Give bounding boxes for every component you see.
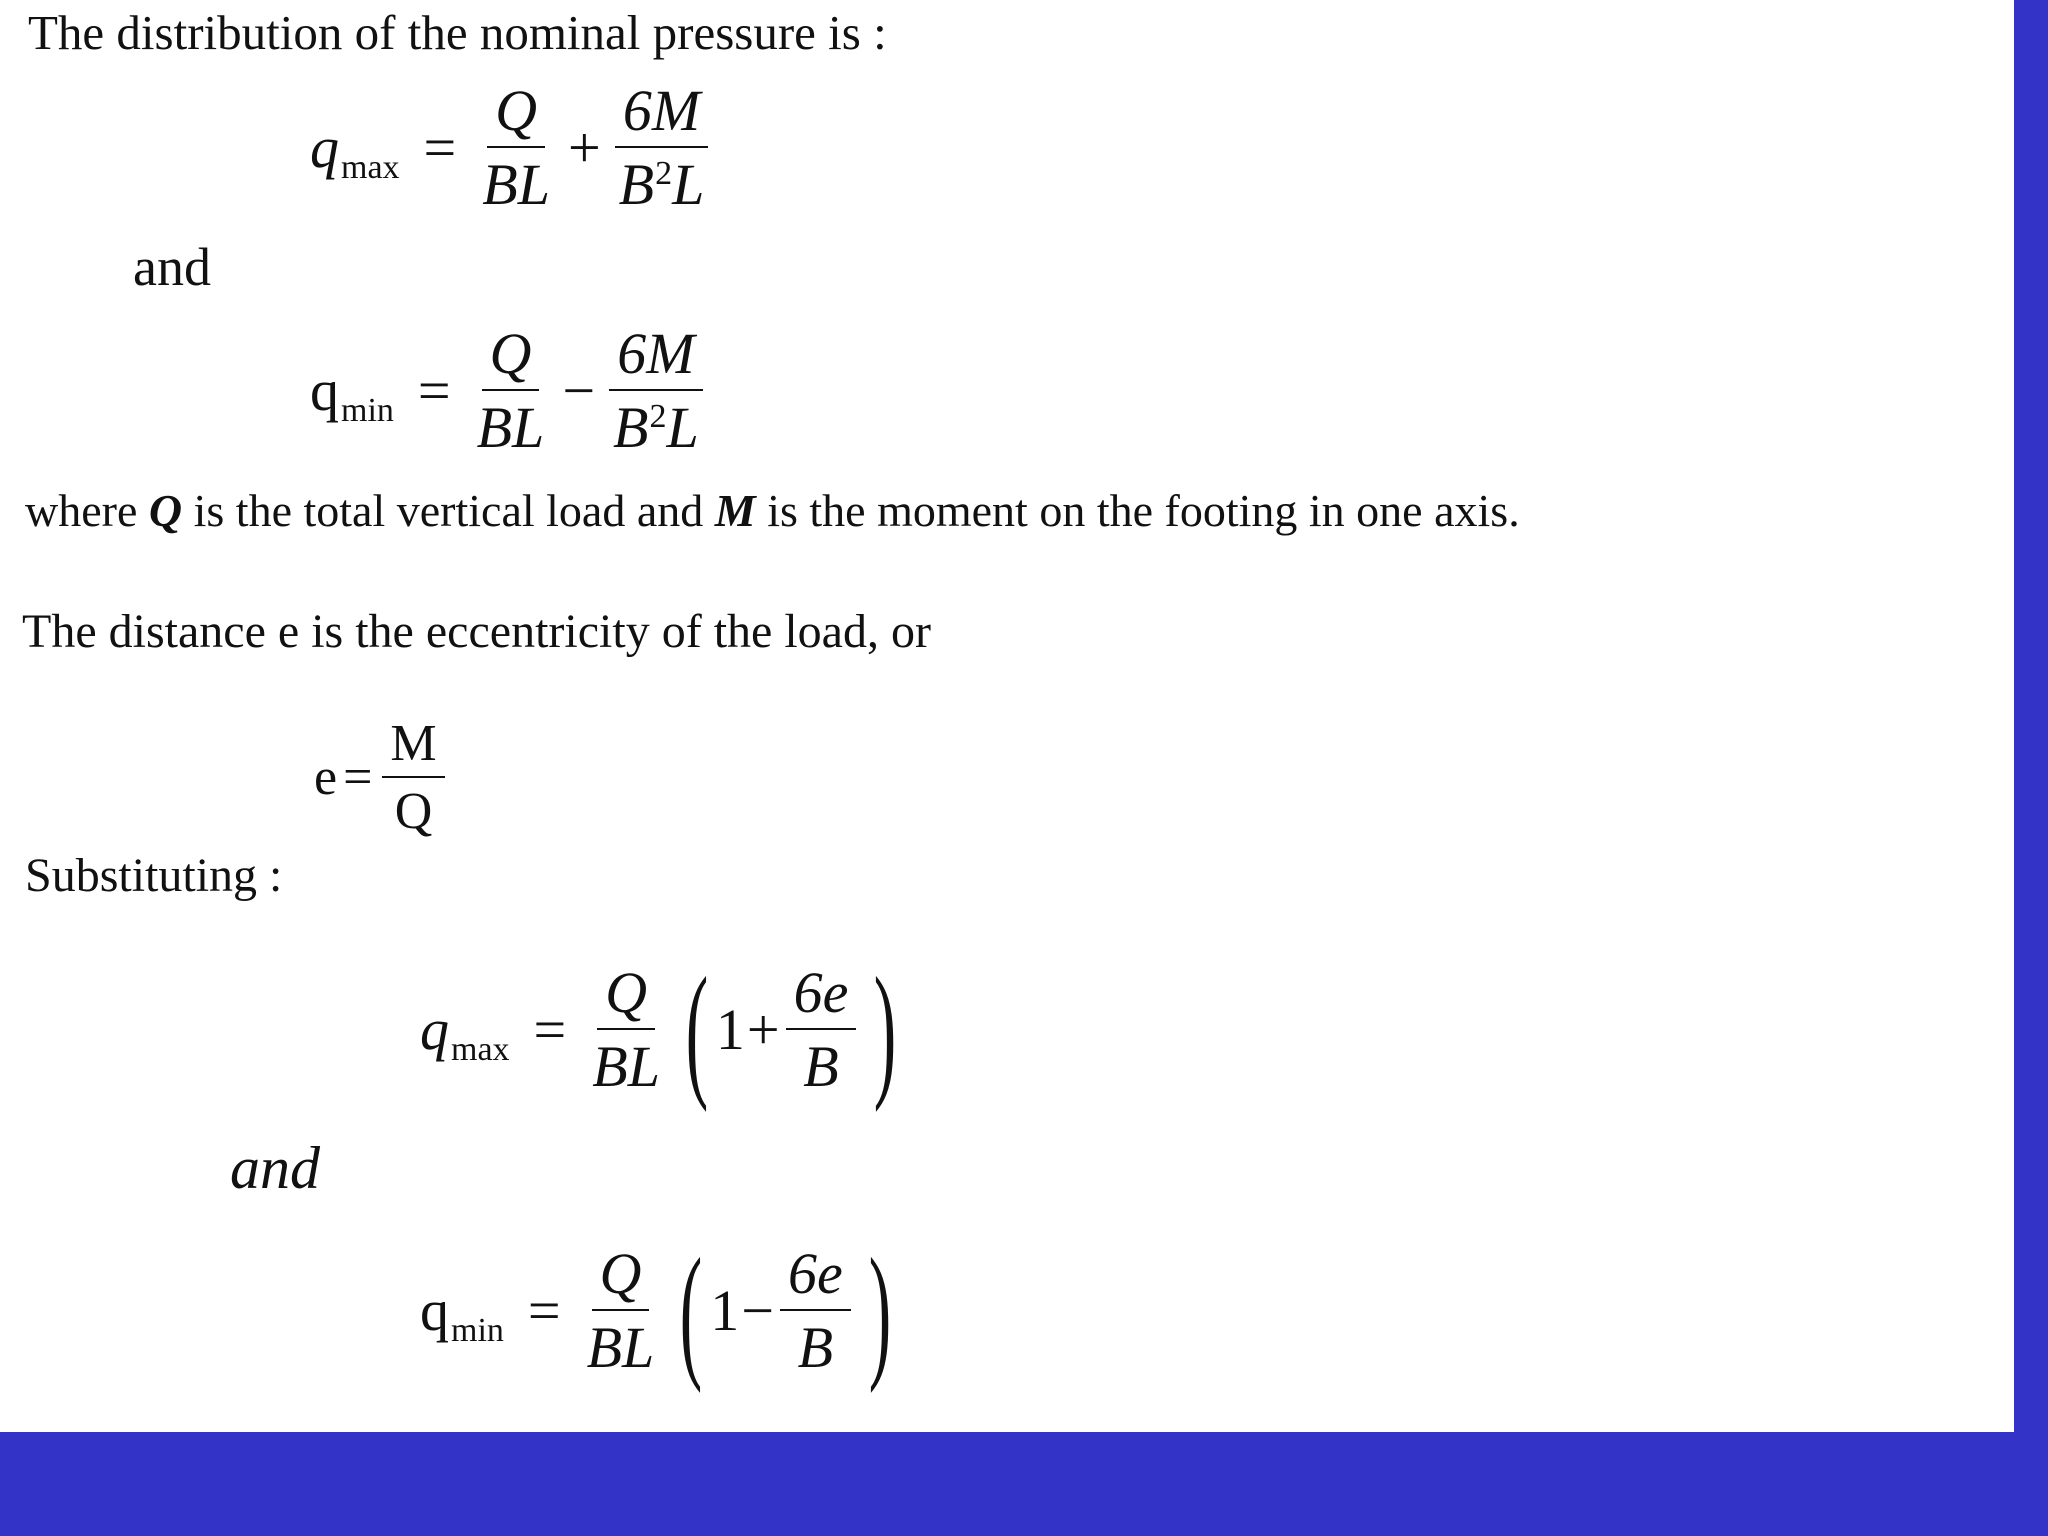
eq5-equals: =: [527, 1278, 561, 1343]
eq4-denominator-1: BL: [592, 1034, 660, 1099]
eq3-numerator: M: [382, 718, 444, 778]
eq2-fraction-1: [469, 321, 553, 460]
where-text: [25, 485, 1520, 536]
eq4-one: 1: [715, 997, 745, 1062]
eq2-den-b: B: [613, 395, 649, 460]
eq1-operator: +: [567, 115, 601, 180]
eq5-fraction-1: [579, 1241, 663, 1380]
eq1-lhs: q: [310, 115, 339, 180]
eq3-lhs: e: [314, 749, 338, 806]
eq5-left-paren: (: [680, 1228, 703, 1394]
eq5-denominator-1: BL: [586, 1315, 655, 1380]
eq4-fraction-2: [786, 960, 857, 1099]
eq5-right-paren: ): [868, 1228, 891, 1394]
eq5-denominator-2: B: [797, 1315, 834, 1380]
eq4-equals: =: [533, 997, 567, 1062]
eq4-fraction-1: [584, 960, 668, 1099]
equation-eccentricity: [314, 715, 449, 840]
eq2-operator: −: [562, 358, 596, 423]
eq4-right-paren: ): [874, 947, 897, 1113]
eq1-denominator-1: BL: [482, 152, 550, 217]
eq2-denominator-2: [605, 391, 707, 460]
eq3-fraction: [382, 715, 444, 840]
eq3-denominator: Q: [394, 783, 433, 840]
and-text-2: and: [230, 1135, 320, 1201]
eq2-equals: =: [417, 358, 451, 423]
intro-text: The distribution of the nominal pressure is :: [28, 5, 887, 60]
and-text-1: and: [133, 237, 211, 297]
where-part-1: where: [25, 485, 149, 536]
eq2-denominator-1: BL: [476, 395, 545, 460]
eq5-fraction-2: [780, 1241, 851, 1380]
eq2-den-sup: 2: [649, 398, 667, 435]
eq5-subscript: min: [451, 1312, 504, 1349]
eq3-equals: =: [343, 749, 373, 806]
eq5-operator: −: [741, 1278, 774, 1343]
eq4-denominator-2: B: [803, 1034, 839, 1099]
eq2-subscript: min: [341, 392, 394, 429]
eq1-den-sup: 2: [655, 155, 673, 192]
eq1-den-b: B: [618, 152, 655, 217]
equation-qmax-moment: [310, 78, 716, 217]
eq2-den-l: L: [666, 395, 699, 460]
eq5-lhs: q: [420, 1278, 449, 1343]
eq2-numerator-1: Q: [482, 325, 540, 391]
eq1-denominator-2: [611, 148, 713, 217]
eq1-den-l: L: [672, 152, 705, 217]
eq4-numerator-1: Q: [597, 964, 655, 1030]
where-part-2: is the total vertical load and: [182, 485, 715, 536]
equation-qmin-eccentricity: [420, 1228, 905, 1394]
eq1-subscript: max: [341, 149, 400, 186]
eq1-numerator-1: Q: [487, 82, 545, 148]
eq4-left-paren: (: [685, 947, 709, 1113]
eq2-fraction-2: [605, 321, 707, 460]
substituting-text: Substituting :: [25, 849, 283, 902]
eq5-numerator-1: Q: [592, 1245, 650, 1311]
eq5-numerator-2: 6e: [780, 1245, 851, 1311]
eq1-fraction-2: [611, 78, 713, 217]
eq4-lhs: q: [420, 997, 449, 1062]
where-part-3: is the moment on the footing in one axis.: [755, 485, 1520, 536]
eq1-numerator-2: 6M: [615, 82, 708, 148]
eq2-lhs: q: [310, 358, 339, 423]
eq4-numerator-2: 6e: [786, 964, 857, 1030]
where-m-symbol: M: [714, 485, 756, 536]
where-q-symbol: Q: [148, 485, 183, 536]
eq4-subscript: max: [451, 1031, 510, 1068]
eq1-equals: =: [423, 115, 457, 180]
equation-qmin-moment: [310, 321, 711, 460]
eq4-operator: +: [746, 997, 780, 1062]
eq2-numerator-2: 6M: [609, 325, 702, 391]
equation-qmax-eccentricity: [420, 947, 910, 1113]
eq5-one: 1: [710, 1278, 740, 1343]
eq1-fraction-1: [474, 78, 558, 217]
eccentricity-intro-text: The distance e is the eccentricity of the load, or: [22, 605, 931, 658]
